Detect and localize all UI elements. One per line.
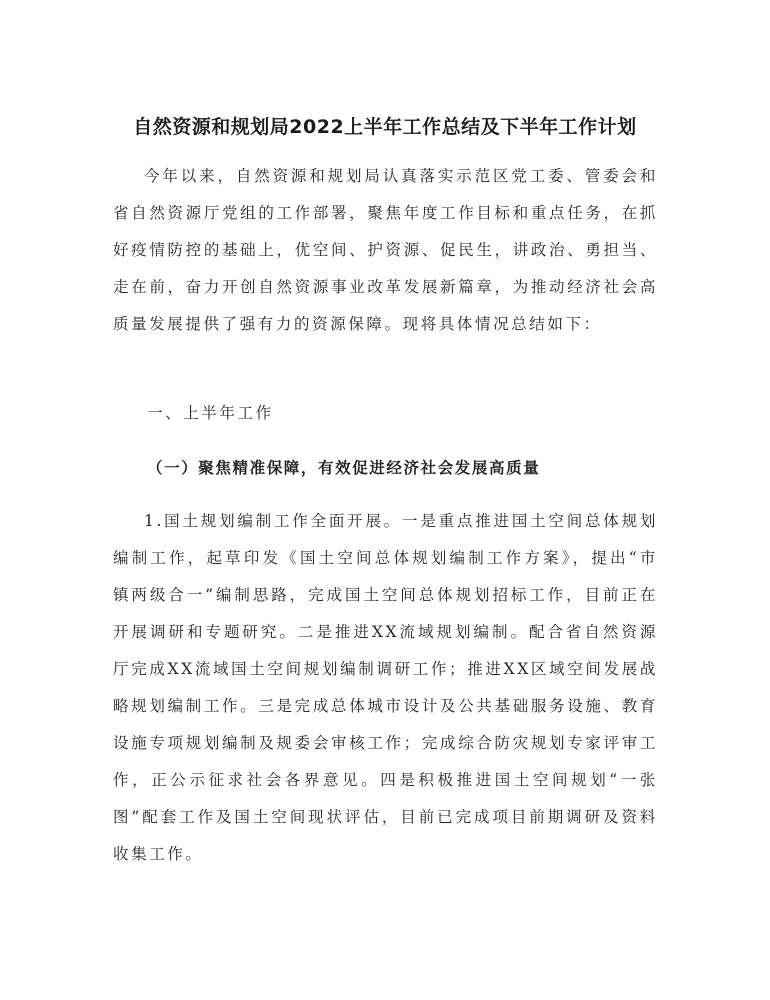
body-paragraph: 1.国土规划编制工作全面开展。一是重点推进国土空间总体规划编制工作，起草印发《国土空间总体规划编制工作方案》，提出“市镇两级合一”编制思路，完成国土空间总体规划招标工作，目前正在开展调研和专题研究。二是推进XX流域规划编制。配合省自然资源厅完成XX流域国土空间规划编制调研工作；推进XX区域空间发展战略规划编制工作。三是完成总体城市设计及公共基础服务设施、教育设施专项规划编制及规委会审核工作；完成综合防灾规划专家评审工作，正公示征求社会各界意见。四是积极推进国土空间规划“一张图”配套工作及国土空间现状评估，目前已完成项目前期调研及资料收集工作。 bbox=[113, 512, 658, 863]
document-title: 自然资源和规划局2022上半年工作总结及下半年工作计划 bbox=[133, 116, 637, 138]
subsection-heading: （一）聚焦精准保障，有效促进经济社会发展高质量 bbox=[147, 459, 541, 477]
section-heading: 一、上半年工作 bbox=[147, 404, 274, 422]
intro-paragraph: 今年以来，自然资源和规划局认真落实示范区党工委、管委会和省自然资源厅党组的工作部署，聚焦年度工作目标和重点任务，在抓好疫情防控的基础上，优空间、护资源、促民生，讲政治、勇担当、走在前，奋力开创自然资源事业改革发展新篇章，为推动经济社会高质量发展提供了强有力的资源保障。现将具体情况总结如下： bbox=[113, 167, 658, 333]
